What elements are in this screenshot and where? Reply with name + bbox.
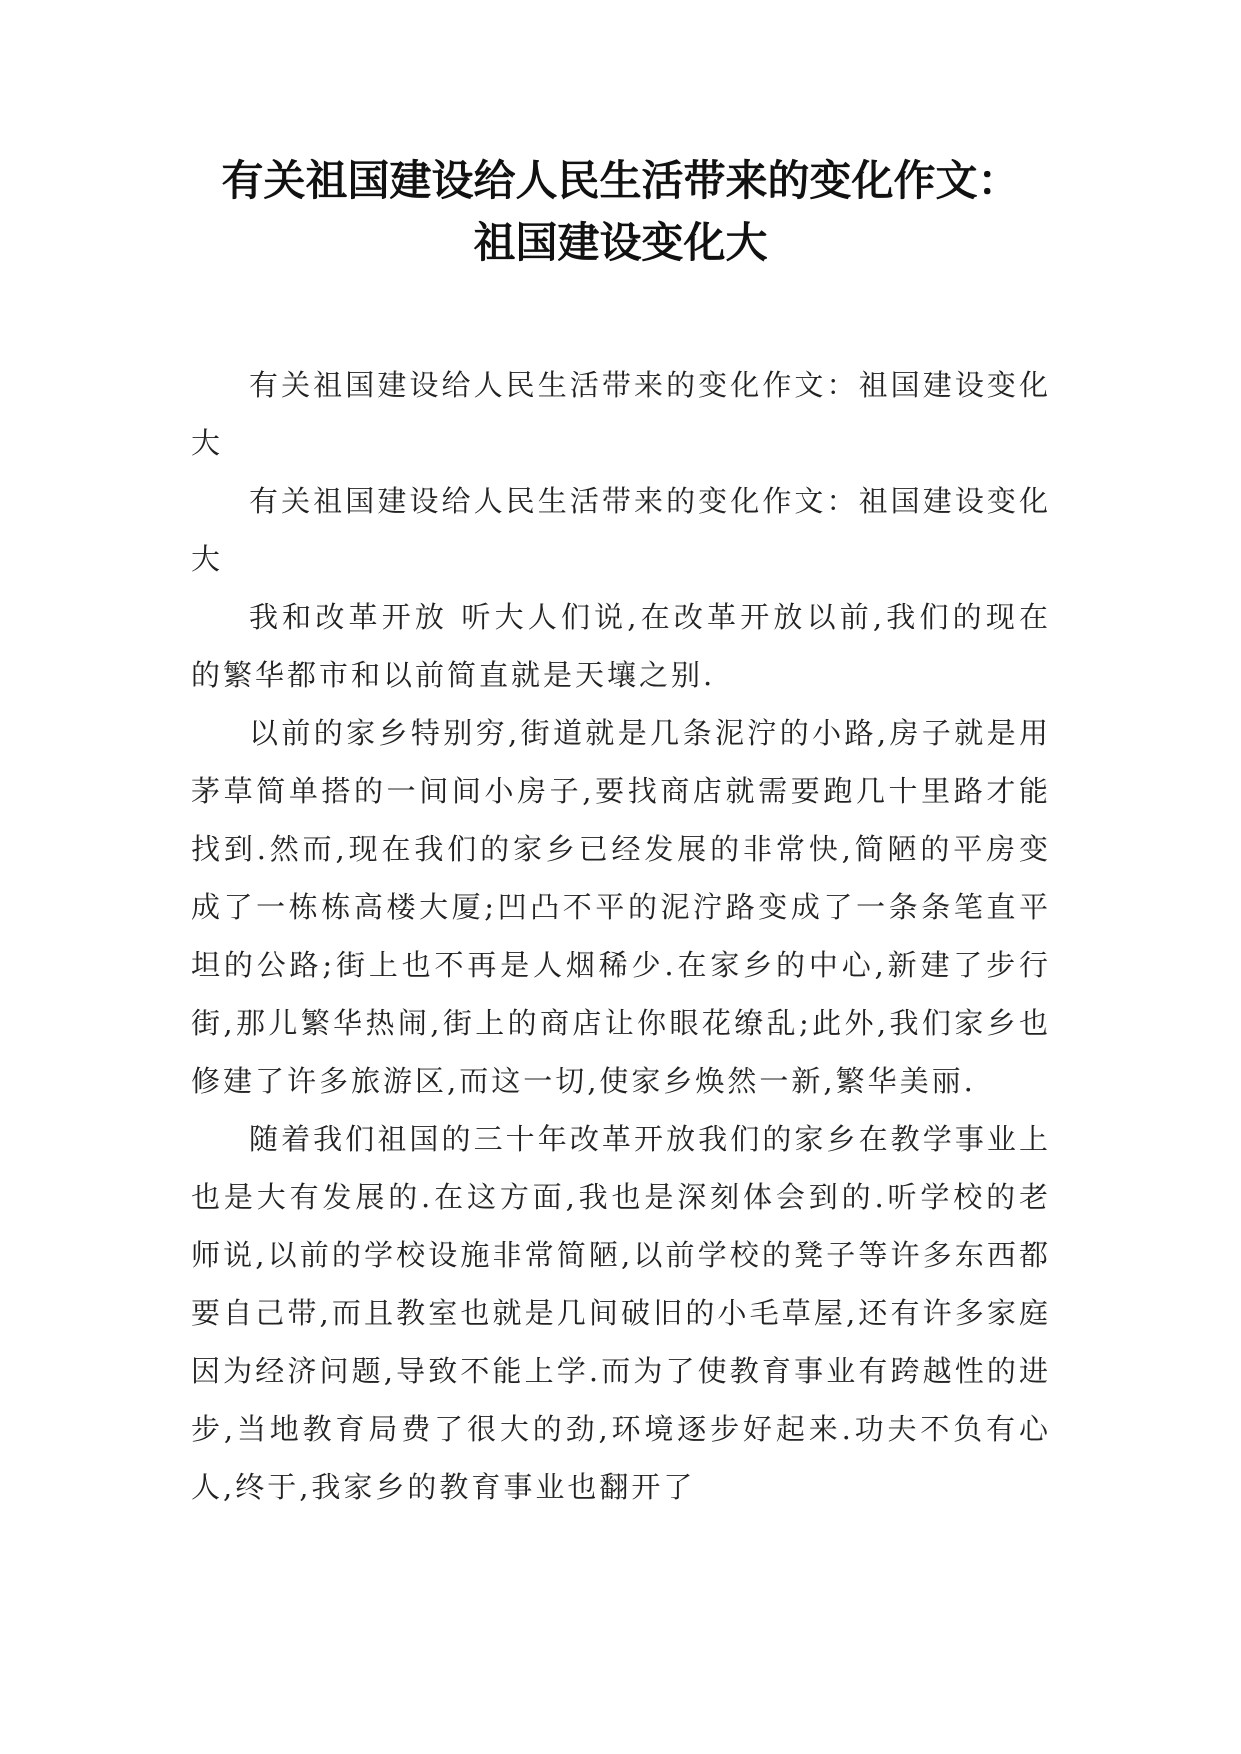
title-line-2: 祖国建设变化大 <box>473 218 768 267</box>
document-title <box>150 150 1091 274</box>
paragraph: 我和改革开放 听大人们说,在改革开放以前,我们的现在的繁华都市和以前简直就是天壤之别. <box>191 600 1051 692</box>
paragraph: 以前的家乡特别穷,街道就是几条泥泞的小路,房子就是用茅草简单搭的一间间小房子,要找商店就需要跑几十里路才能找到.然而,现在我们的家乡已经发展的非常快,简陋的平房变成了一栋栋高楼大厦;凹凸不平的泥泞路变成了一条条笔直平坦的公路;街上也不再是人烟稀少.在家乡的中心,新建了步行街,那儿繁华热闹,街上的商店让你眼花缭乱;此外,我们家乡也修建了许多旅游区,而这一切,使家乡焕然一新,繁华美丽. <box>191 716 1051 1098</box>
document-body <box>191 356 1051 1516</box>
paragraph: 有关祖国建设给人民生活带来的变化作文：祖国建设变化大 <box>191 484 1051 576</box>
paragraph: 有关祖国建设给人民生活带来的变化作文：祖国建设变化大 <box>191 368 1051 460</box>
title-line-1: 有关祖国建设给人民生活带来的变化作文： <box>221 156 1020 205</box>
paragraph: 随着我们祖国的三十年改革开放我们的家乡在教学事业上也是大有发展的.在这方面,我也是深刻体会到的.听学校的老师说,以前的学校设施非常简陋,以前学校的凳子等许多东西都要自己带,而且教室也就是几间破旧的小毛草屋,还有许多家庭因为经济问题,导致不能上学.而为了使教育事业有跨越性的进步,当地教育局费了很大的劲,环境逐步好起来.功夫不负有心人,终于,我家乡的教育事业也翻开了 <box>191 1122 1051 1504</box>
